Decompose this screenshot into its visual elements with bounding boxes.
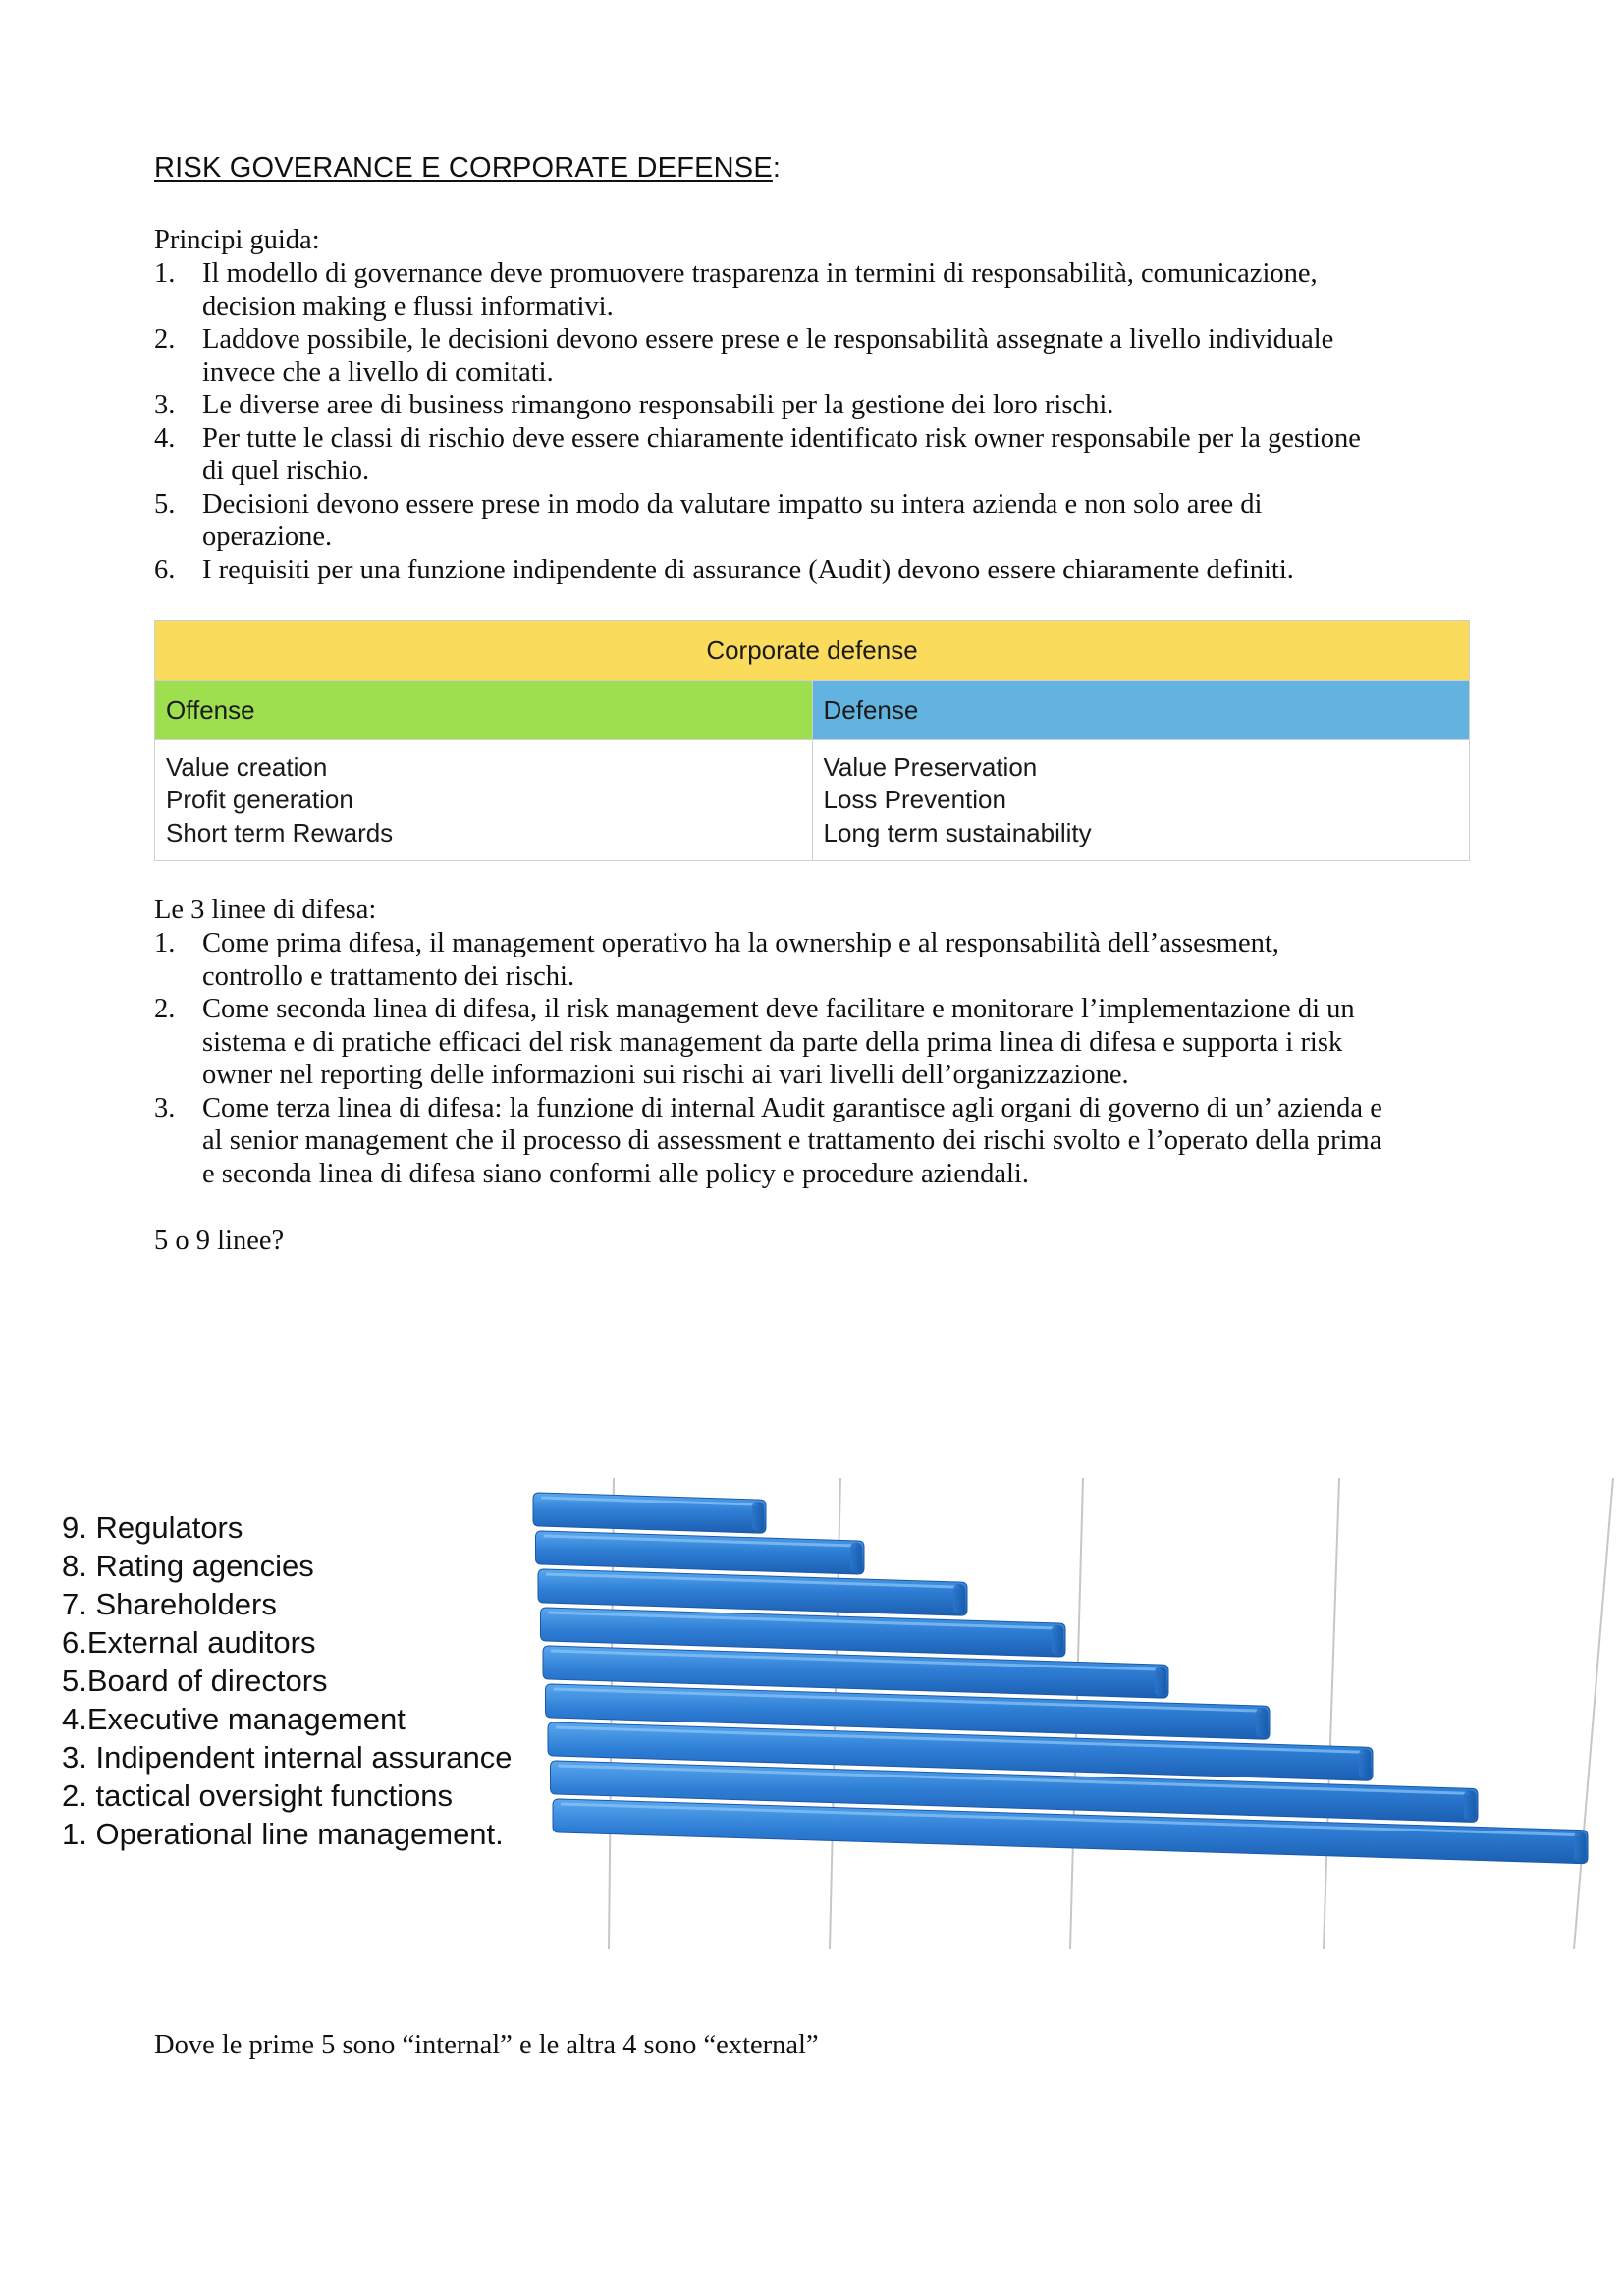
list-item-line: Laddove possibile, le decisioni devono essere prese e le responsabilità assegnate a livello individuale <box>202 324 1334 355</box>
list-item-line: controllo e trattamento dei rischi. <box>202 960 575 992</box>
ladder-label: 7. Shareholders <box>62 1587 277 1621</box>
ladder-bar <box>533 1493 766 1533</box>
list-item-number: 3. <box>154 390 176 420</box>
defense-item: Value Preservation <box>823 751 1038 782</box>
heading-title: RISK GOVERANCE E CORPORATE DEFENSE <box>154 152 773 184</box>
list-item-line: Come prima difesa, il management operativo ha la ownership e al responsabilità dell’assesment, <box>202 928 1279 958</box>
list-item-number: 1. <box>154 928 176 958</box>
grid-line <box>1574 1478 1613 1949</box>
offense-item: Value creation <box>166 751 328 782</box>
list-item-line: owner nel reporting delle informazioni sui rischi ai vari livelli dell’organizzazione. <box>202 1060 1129 1090</box>
question-text: 5 o 9 linee? <box>154 1226 285 1256</box>
ladder-labels <box>62 1508 512 1853</box>
ladder-bar <box>538 1569 967 1615</box>
defense-item: Loss Prevention <box>823 785 1006 815</box>
list-item-line: operazione. <box>202 521 333 552</box>
list-item-line: Come seconda linea di difesa, il risk management deve facilitare e monitorare l’implementazione di un <box>202 994 1355 1024</box>
list-item-number: 1. <box>154 258 176 289</box>
list-item-number: 4. <box>154 422 176 454</box>
principles-label: Principi guida: <box>154 225 320 255</box>
ladder-bar <box>536 1531 865 1574</box>
list-item-line: Le diverse aree di business rimangono responsabili per la gestione dei loro rischi. <box>202 390 1114 420</box>
ladder-label: 2. tactical oversight functions <box>62 1778 454 1813</box>
list-item-number: 6. <box>154 554 176 585</box>
ladder-label: 6.External auditors <box>62 1625 316 1660</box>
list-item-line: e seconda linea di difesa siano conformi alle policy e procedure aziendali. <box>202 1158 1029 1189</box>
offense-header: Offense <box>155 681 813 740</box>
offense-item: Short term Rewards <box>166 817 394 847</box>
ladder-label: 1. Operational line management. <box>62 1817 504 1851</box>
ladder-label: 4.Executive management <box>62 1702 406 1736</box>
heading-colon: : <box>772 152 782 184</box>
grid-line <box>1324 1478 1339 1949</box>
list-item-line: Per tutte le classi di rischio deve essere chiaramente identificato risk owner responsabile per la gestione <box>202 422 1361 454</box>
ladder-label: 3. Indipendent internal assurance <box>62 1740 513 1775</box>
list-item-line: Decisioni devono essere prese in modo da valutare impatto su intera azienda e non solo aree di <box>202 488 1263 519</box>
list-item-line: sistema e di pratiche efficaci del risk management da parte della prima linea di difesa e supporta i risk <box>202 1026 1343 1058</box>
offense-item: Profit generation <box>166 785 353 815</box>
conclusion-text: Dove le prime 5 sono “internal” e le altra 4 sono “external” <box>154 2030 819 2060</box>
ladder-label: 5.Board of directors <box>62 1664 328 1698</box>
list-item-line: I requisiti per una funzione indipendente di assurance (Audit) devono essere chiaramente definiti. <box>202 554 1294 585</box>
list-item-number: 3. <box>154 1092 176 1123</box>
list-item-line: decision making e flussi informativi. <box>202 291 614 322</box>
defense-header: Defense <box>812 681 1470 740</box>
table-title: Corporate defense <box>155 621 1470 681</box>
list-item-number: 2. <box>154 994 176 1024</box>
list-item-line: invece che a livello di comitati. <box>202 356 554 388</box>
defense-lines-label: Le 3 linee di difesa: <box>154 895 377 925</box>
list-item-line: Come terza linea di difesa: la funzione di internal Audit garantisce agli organi di governo di un’ azienda e <box>202 1092 1382 1123</box>
ladder-label: 8. Rating agencies <box>62 1549 314 1583</box>
list-item-line: al senior management che il processo di assessment e trattamento dei rischi svolto e l’operato della prima <box>202 1125 1382 1156</box>
list-item-number: 2. <box>154 324 176 355</box>
ladder-label: 9. Regulators <box>62 1510 243 1545</box>
list-item-line: Il modello di governance deve promuovere trasparenza in termini di responsabilità, comunicazione, <box>202 258 1318 289</box>
defense-item: Long term sustainability <box>823 817 1092 847</box>
list-item-line: di quel rischio. <box>202 456 370 486</box>
list-item-number: 5. <box>154 488 176 519</box>
